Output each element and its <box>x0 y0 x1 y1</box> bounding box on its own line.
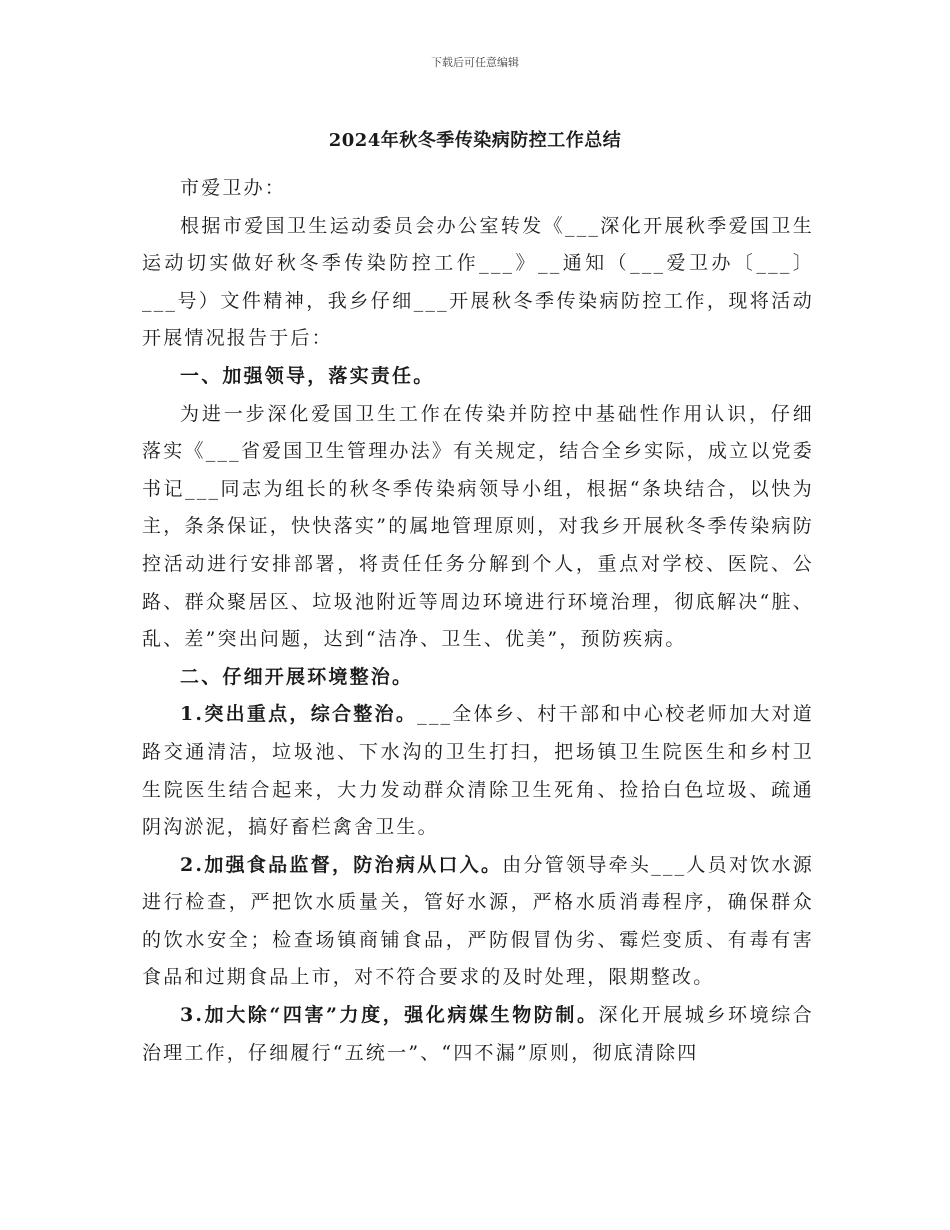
item-3-body: 深化开展城乡环境综合治理工作，仔细履行“五统一”、“四不漏”原则，彻底清除四 <box>142 1004 814 1064</box>
section-2-item-2 <box>142 847 814 997</box>
section-1-paragraph: 为进一步深化爱国卫生工作在传染并防控中基础性作用认识，仔细落实《___省爱国卫生管理办法》有关规定，结合全乡实际，成立以党委书记___同志为组长的秋冬季传染病领导小组，根据“条块结合，以快为主，条条保证，快快落实”的属地管理原则，对我乡开展秋冬季传染病防控活动进行安排部署，将责任任务分解到个人，重点对学校、医院、公路、群众聚居区、垃圾池附近等周边环境进行环境治理，彻底解决“脏、乱、差”突出问题，达到“洁净、卫生、优美”，预防疾病。 <box>142 402 814 651</box>
section-2-item-3 <box>142 997 814 1072</box>
salutation: 市爱卫办： <box>180 177 287 199</box>
section-2-heading: 二、仔细开展环境整治。 <box>180 665 414 688</box>
item-2-body: 由分管领导牵头___人员对饮水源进行检查，严把饮水质量关，管好水源，严格水质消毒程序，确保群众的饮水安全；检查场镇商铺食品，严防假冒伪劣、霉烂变质、有毒有害食品和过期食品上市，对不符合要求的及时处理，限期整改。 <box>142 853 814 989</box>
section-1-heading: 一、加强领导，落实责任。 <box>180 364 435 387</box>
header-note: 下载后可任意编辑 <box>431 56 519 69</box>
item-1-body: ___全体乡、村干部和中心校老师加大对道路交通清洁，垃圾池、下水沟的卫生打扫，把场镇卫生院医生和乡村卫生院医生结合起来，大力发动群众清除卫生死角、捡拾白色垃圾、疏通阴沟淤泥，搞好畜栏禽舍卫生。 <box>142 703 814 839</box>
document-title: 2024年秋冬季传染病防控工作总结 <box>328 130 622 151</box>
document-body <box>142 170 814 1072</box>
item-1-lead: 1.突出重点，综合整治。 <box>180 703 418 726</box>
item-3-lead: 3.加大除“四害”力度，强化病媒生物防制。 <box>180 1004 599 1027</box>
item-2-lead: 2.加强食品监督，防治病从口入。 <box>180 853 503 876</box>
intro-paragraph: 根据市爱国卫生运动委员会办公室转发《___深化开展秋季爱国卫生运动切实做好秋冬季传染防控工作___》__通知（___爱卫办〔___〕___号）文件精神，我乡仔细___开展秋冬季传染病防控工作，现将活动开展情况报告于后： <box>142 214 814 350</box>
section-2-item-1 <box>142 696 814 846</box>
